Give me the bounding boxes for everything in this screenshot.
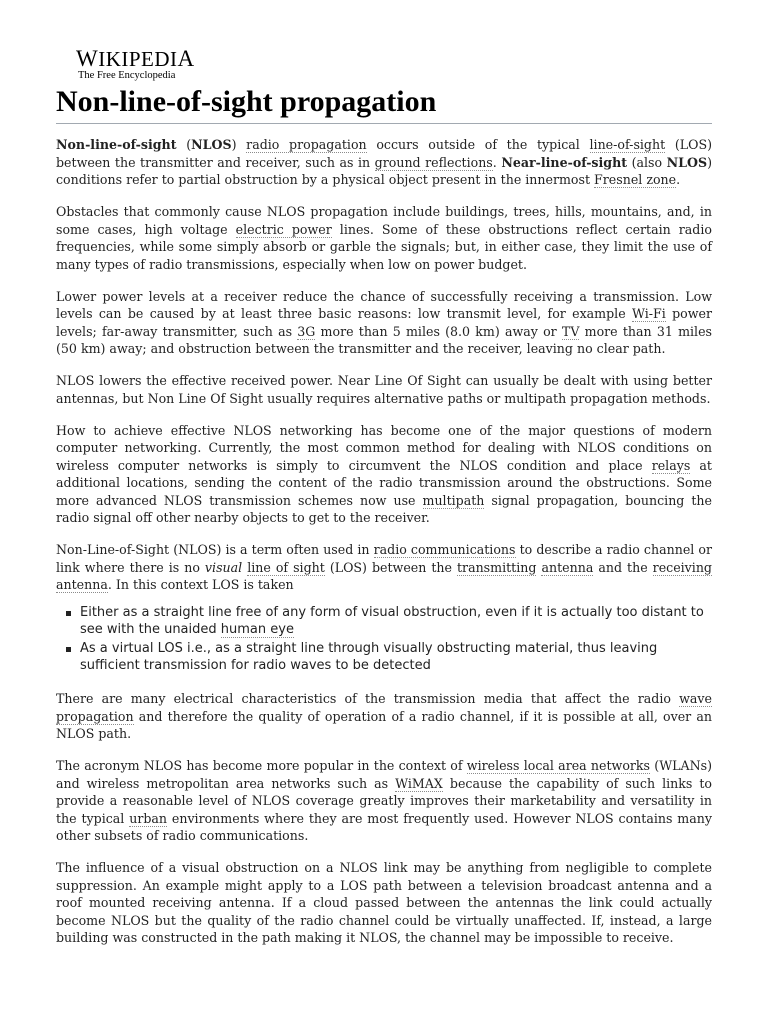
link-relays[interactable]: relays bbox=[651, 457, 691, 473]
link-fresnel-zone[interactable]: Fresnel zone bbox=[594, 172, 677, 187]
link-3g[interactable]: 3G bbox=[297, 323, 316, 339]
link-wireless-lan[interactable]: wireless local area networks bbox=[466, 758, 651, 773]
link-wave-propagation[interactable]: wave propagation bbox=[56, 691, 712, 724]
link-multipath[interactable]: multipath bbox=[422, 492, 485, 508]
paragraph-received-power: NLOS lowers the effective received power. Near Line Of Sight can usually be dealt with using better antennas, but Non Line Of Sight usually requires alternative paths or multipath propagation methods. bbox=[56, 373, 712, 406]
link-receiving-antenna[interactable]: receiving antenna bbox=[56, 559, 712, 592]
list-item: Either as a straight line free of any form of visual obstruction, even if it is actually too distant to see with the unaided human eye bbox=[80, 604, 712, 638]
paragraph-intro: Non-line-of-sight (NLOS) radio propagation occurs outside of the typical line-of-sight (LOS) between the transmitter and receiver, such as in ground reflections. Near-line-of-sight (also NLOS) conditions refer to partial obstruction by a physical object present in the innermost Fresnel zone. bbox=[56, 137, 712, 187]
link-antenna[interactable]: antenna bbox=[541, 559, 594, 575]
bullet-icon bbox=[66, 611, 71, 616]
link-wimax[interactable]: WiMAX bbox=[395, 775, 443, 791]
wikipedia-wordmark: WIKIPEDIA bbox=[76, 46, 195, 71]
paragraph-acronym: The acronym NLOS has become more popular in the context of wireless local area networks (WLANs) and wireless metropolitan area networks such as WiMAX because the capability of such links to provide a reasonable level of NLOS coverage greatly improves their marketability and versatility in the typical urban environments where they are most frequently used. However NLOS contains many other subsets of radio communications. bbox=[56, 758, 712, 843]
article-page bbox=[56, 48, 712, 961]
link-transmitting[interactable]: transmitting bbox=[456, 559, 537, 575]
paragraph-obstacles: Obstacles that commonly cause NLOS propagation include buildings, trees, hills, mountains, and, in some cases, high voltage electric power lines. Some of these obstructions reflect certain radio frequencies, while some simply absorb or garble the signals; but, in either case, they limit the use of many types of radio transmissions, especially when low on power budget. bbox=[56, 204, 712, 272]
link-line-of-sight[interactable]: line-of-sight bbox=[589, 137, 666, 152]
paragraph-networking: How to achieve effective NLOS networking has become one of the major questions of modern computer networking. Currently, the most common method for dealing with NLOS conditions on wireless computer networks is simply to circumvent the NLOS condition and place relays at additional locations, sending the content of the radio transmission around the obstructions. Some more advanced NLOS transmission schemes now use multipath signal propagation, bouncing the radio signal off other nearby objects to get to the receiver. bbox=[56, 422, 712, 525]
link-radio-communications[interactable]: radio communications bbox=[373, 542, 516, 557]
link-radio-propagation[interactable]: radio propagation bbox=[246, 137, 367, 152]
paragraph-electrical: There are many electrical characteristics of the transmission media that affect the radio wave propagation and therefore the quality of operation of a radio channel, if it is possible at all, over an NLOS path. bbox=[56, 691, 712, 741]
link-tv[interactable]: TV bbox=[561, 323, 580, 339]
paragraph-definition: Non-Line-of-Sight (NLOS) is a term often used in radio communications to describe a radio channel or link where there is no visual line of sight (LOS) between the transmitting antenna and the receiving antenna. In this context LOS is taken bbox=[56, 542, 712, 592]
link-ground-reflections[interactable]: ground reflections bbox=[374, 154, 493, 170]
list-item: As a virtual LOS i.e., as a straight line through visually obstructing material, thus leaving sufficient transmission for radio waves to be detected bbox=[80, 640, 712, 674]
page-title: Non-line-of-sight propagation bbox=[56, 85, 712, 124]
link-human-eye[interactable]: human eye bbox=[220, 622, 294, 637]
wikipedia-logo[interactable] bbox=[76, 48, 276, 82]
paragraph-influence: The influence of a visual obstruction on a NLOS link may be anything from negligible to complete suppression. An example might apply to a LOS path between a television broadcast antenna and a roof mounted receiving antenna. If a cloud passed between the antennas the link could actually become NLOS but the quality of the radio channel could be virtually unaffected. If, instead, a large building was constructed in the path making it NLOS, the channel may be impossible to receive. bbox=[56, 860, 712, 945]
link-electric-power[interactable]: electric power bbox=[235, 221, 332, 237]
link-urban[interactable]: urban bbox=[129, 810, 168, 826]
link-wi-fi[interactable]: Wi-Fi bbox=[632, 306, 666, 321]
wikipedia-tagline: The Free Encyclopedia bbox=[78, 70, 176, 81]
paragraph-power-levels: Lower power levels at a receiver reduce the chance of successfully receiving a transmission. Low levels can be caused by at least three basic reasons: low transmit level, for example Wi-Fi power levels; far-away transmitter, such as 3G more than 5 miles (8.0 km) away or TV more than 31 miles (50 km) away; and obstruction between the transmitter and the receiver, leaving no clear path. bbox=[56, 288, 712, 356]
los-definition-list bbox=[56, 604, 712, 674]
bullet-icon bbox=[66, 647, 71, 652]
link-line-of-sight-2[interactable]: line of sight bbox=[247, 559, 325, 575]
